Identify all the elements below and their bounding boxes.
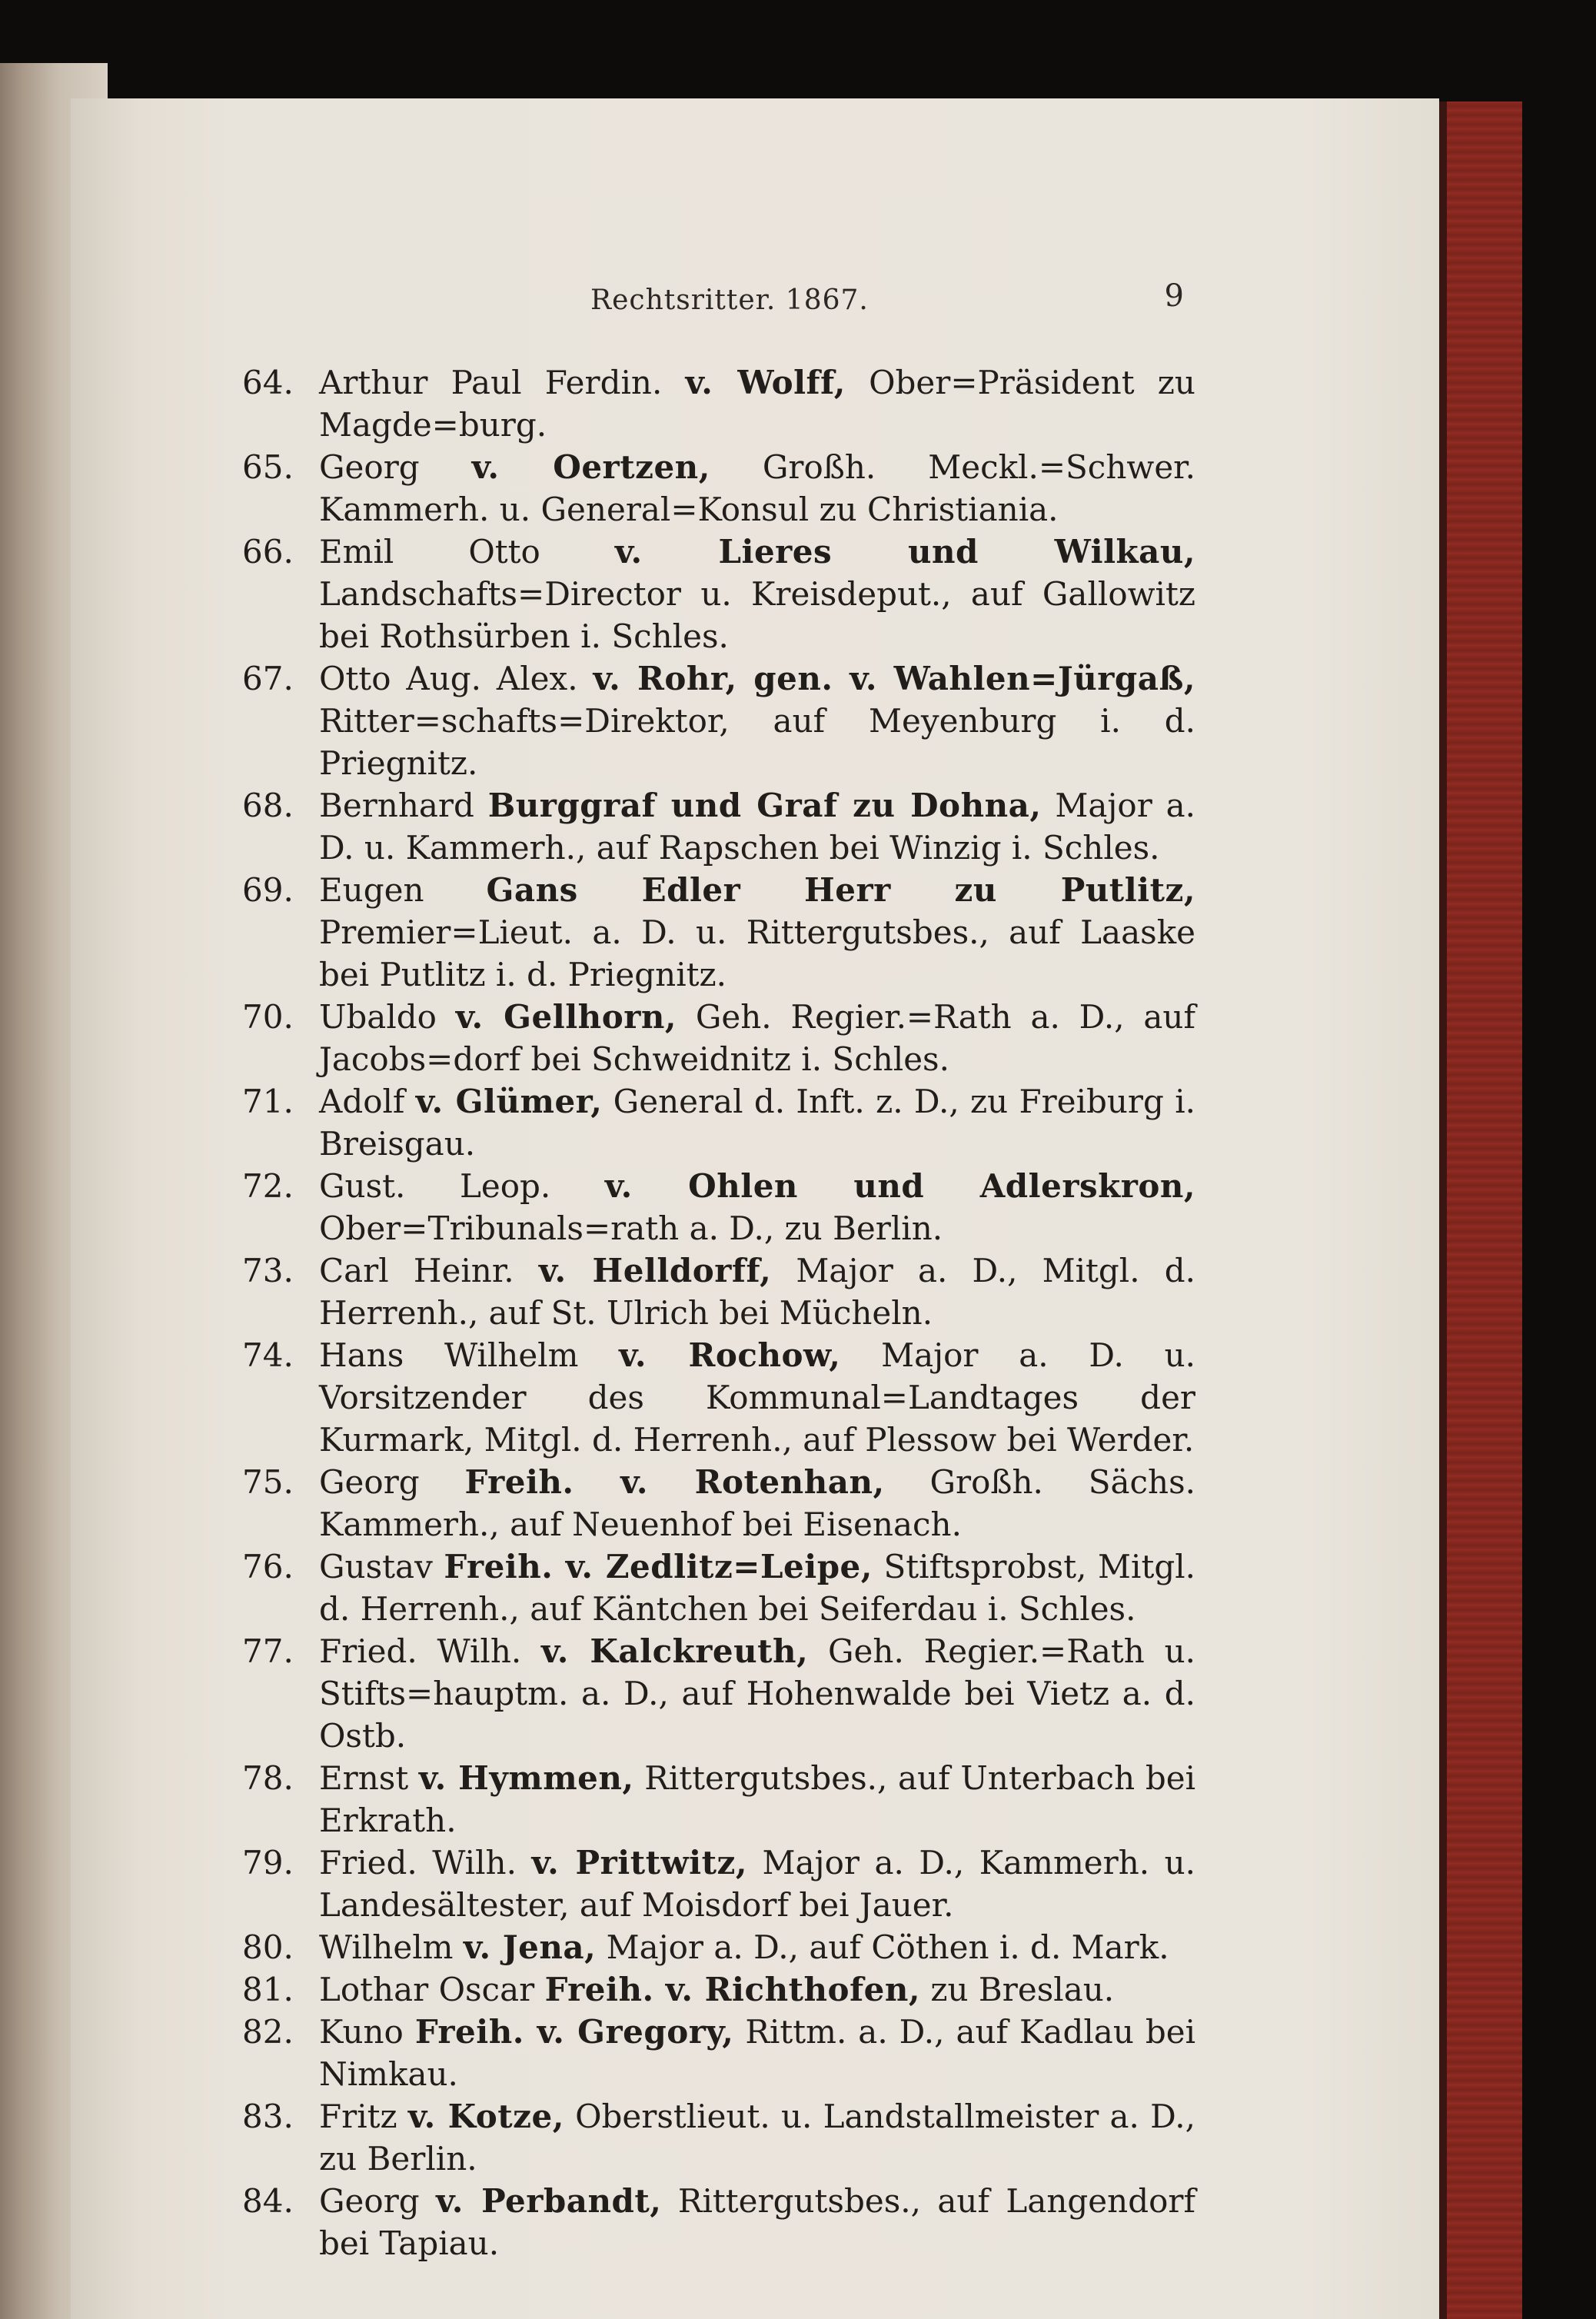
entry-text bbox=[319, 1334, 1195, 1461]
list-item bbox=[242, 1165, 1195, 1249]
entry-text bbox=[319, 1461, 1195, 1545]
entry-number: 67. bbox=[242, 660, 294, 697]
entry-surname: Freih. v. Rotenhan, bbox=[464, 1463, 885, 1501]
entry-given-names: Georg bbox=[319, 1463, 420, 1501]
entry-text bbox=[319, 784, 1195, 869]
cover-edge bbox=[1439, 101, 1447, 2319]
entry-given-names: Wilhelm bbox=[319, 1928, 454, 1966]
entry-text bbox=[319, 1545, 1195, 1630]
entry-surname: v. Kotze, bbox=[407, 2098, 564, 2135]
list-item bbox=[242, 2095, 1195, 2180]
entry-number: 64. bbox=[242, 364, 294, 401]
entry-given-names: Fritz bbox=[319, 2098, 397, 2135]
entry-surname: Gans Edler Herr zu Putlitz, bbox=[486, 871, 1195, 909]
entry-surname: v. Oertzen, bbox=[471, 448, 710, 486]
list-item bbox=[242, 446, 1195, 531]
entry-details: Landschafts=Director u. Kreisdeput., auf Gallowitz bei Rothsürben i. Schles. bbox=[319, 575, 1195, 655]
entry-given-names: Fried. Wilh. bbox=[319, 1632, 522, 1670]
entry-details: Stiftsprobst, Mitgl. d. Herrenh., auf Käntchen bei Seiferdau i. Schles. bbox=[319, 1548, 1195, 1628]
entry-details: Ritter=schafts=Direktor, auf Meyenburg i. d. Priegnitz. bbox=[319, 702, 1195, 782]
entry-given-names: Adolf bbox=[319, 1083, 405, 1120]
entry-details: Großh. Meckl.=Schwer. Kammerh. u. General=Konsul zu Christiania. bbox=[319, 448, 1195, 528]
entry-number: 79. bbox=[242, 1844, 294, 1881]
entry-surname: v. Gellhorn, bbox=[455, 998, 677, 1036]
entry-details: Rittergutsbes., auf Unterbach bei Erkrath. bbox=[319, 1759, 1195, 1839]
entry-surname: Burggraf und Graf zu Dohna, bbox=[487, 787, 1042, 824]
entry-number: 68. bbox=[242, 787, 294, 824]
entry-given-names: Lothar Oscar bbox=[319, 1971, 535, 2008]
entry-number: 69. bbox=[242, 871, 294, 909]
entry-given-names: Carl Heinr. bbox=[319, 1252, 514, 1289]
entry-surname: v. Perbandt, bbox=[436, 2182, 662, 2220]
list-item bbox=[242, 1545, 1195, 1630]
entry-details: Geh. Regier.=Rath u. Stifts=hauptm. a. D., auf Hohenwalde bei Vietz a. d. Ostb. bbox=[319, 1632, 1195, 1755]
list-item bbox=[242, 1757, 1195, 1842]
entry-given-names: Emil Otto bbox=[319, 533, 540, 571]
entry-given-names: Arthur Paul Ferdin. bbox=[319, 364, 663, 401]
entry-details: Oberstlieut. u. Landstallmeister a. D., zu Berlin. bbox=[319, 2098, 1195, 2178]
entry-details: Major a. D. u. Kammerh., auf Rapschen bei Winzig i. Schles. bbox=[319, 787, 1196, 867]
entry-given-names: Georg bbox=[319, 448, 420, 486]
entry-text bbox=[319, 2180, 1195, 2264]
entry-surname: v. Glümer, bbox=[415, 1083, 603, 1120]
list-item bbox=[242, 1461, 1195, 1545]
list-item bbox=[242, 1968, 1195, 2011]
entry-given-names: Ernst bbox=[319, 1759, 409, 1797]
entry-number: 82. bbox=[242, 2013, 294, 2051]
entry-text bbox=[319, 1842, 1195, 1926]
entry-details: General d. Inft. z. D., zu Freiburg i. Breisgau. bbox=[319, 1083, 1195, 1163]
entry-text bbox=[319, 1080, 1195, 1165]
entry-details: Rittergutsbes., auf Langendorf bei Tapiau. bbox=[319, 2182, 1196, 2262]
entry-number: 65. bbox=[242, 448, 294, 486]
entry-given-names: Bernhard bbox=[319, 787, 474, 824]
entry-surname: v. Lieres und Wilkau, bbox=[614, 533, 1195, 571]
entry-text bbox=[319, 361, 1195, 446]
entry-details: Major a. D., Mitgl. d. Herrenh., auf St. Ulrich bei Mücheln. bbox=[319, 1252, 1195, 1332]
entry-text bbox=[319, 996, 1195, 1080]
entry-number: 81. bbox=[242, 1971, 294, 2008]
entry-number: 83. bbox=[242, 2098, 294, 2135]
entry-details: Geh. Regier.=Rath a. D., auf Jacobs=dorf bei Schweidnitz i. Schles. bbox=[319, 998, 1196, 1078]
entry-list bbox=[242, 361, 1195, 2264]
entry-text bbox=[319, 2095, 1195, 2180]
right-book-cover bbox=[1439, 101, 1522, 2319]
entry-given-names: Ubaldo bbox=[319, 998, 437, 1036]
entry-text bbox=[319, 1630, 1195, 1757]
entry-text bbox=[319, 657, 1195, 784]
entry-surname: Freih. v. Zedlitz=Leipe, bbox=[444, 1548, 873, 1585]
entry-number: 80. bbox=[242, 1928, 294, 1966]
entry-text bbox=[319, 1757, 1195, 1842]
list-item bbox=[242, 531, 1195, 657]
entry-number: 71. bbox=[242, 1083, 294, 1120]
entry-details: Ober=Präsident zu Magde=burg. bbox=[319, 364, 1195, 444]
entry-details: zu Breslau. bbox=[930, 1971, 1115, 2008]
entry-given-names: Otto Aug. Alex. bbox=[319, 660, 578, 697]
entry-text bbox=[319, 1968, 1195, 2011]
entry-surname: v. Kalckreuth, bbox=[541, 1632, 809, 1670]
entry-details: Rittm. a. D., auf Kadlau bei Nimkau. bbox=[319, 2013, 1196, 2093]
entry-details: Premier=Lieut. a. D. u. Rittergutsbes., auf Laaske bei Putlitz i. d. Priegnitz. bbox=[319, 913, 1195, 993]
entry-details: Major a. D., auf Cöthen i. d. Mark. bbox=[606, 1928, 1169, 1966]
entry-number: 78. bbox=[242, 1759, 294, 1797]
entry-number: 73. bbox=[242, 1252, 294, 1289]
list-item bbox=[242, 1842, 1195, 1926]
entry-text bbox=[319, 1926, 1195, 1968]
entry-given-names: Fried. Wilh. bbox=[319, 1844, 517, 1881]
page-number: 9 bbox=[1164, 278, 1184, 314]
entry-given-names: Gustav bbox=[319, 1548, 433, 1585]
entry-number: 70. bbox=[242, 998, 294, 1036]
entry-surname: v. Prittwitz, bbox=[531, 1844, 747, 1881]
entry-number: 77. bbox=[242, 1632, 294, 1670]
entry-number: 84. bbox=[242, 2182, 294, 2220]
list-item bbox=[242, 2180, 1195, 2264]
list-item bbox=[242, 784, 1195, 869]
list-item bbox=[242, 996, 1195, 1080]
list-item bbox=[242, 1249, 1195, 1334]
entry-surname: v. Rohr, gen. v. Wahlen=Jürgaß, bbox=[593, 660, 1195, 697]
list-item bbox=[242, 869, 1195, 996]
entry-surname: v. Rochow, bbox=[619, 1336, 841, 1374]
entry-surname: v. Jena, bbox=[463, 1928, 597, 1966]
entry-text bbox=[319, 531, 1195, 657]
entry-number: 76. bbox=[242, 1548, 294, 1585]
entry-text bbox=[319, 446, 1195, 531]
entry-given-names: Kuno bbox=[319, 2013, 404, 2051]
entry-number: 75. bbox=[242, 1463, 294, 1501]
entry-surname: Freih. v. Richthofen, bbox=[544, 1971, 921, 2008]
entry-details: Major a. D. u. Vorsitzender des Kommunal=Landtages der Kurmark, Mitgl. d. Herrenh., auf Plessow bei Werder. bbox=[319, 1336, 1195, 1459]
entry-number: 72. bbox=[242, 1167, 294, 1205]
running-title: Rechtsritter. 1867. bbox=[590, 284, 869, 316]
list-item bbox=[242, 1080, 1195, 1165]
entry-details: Major a. D., Kammerh. u. Landesältester, auf Moisdorf bei Jauer. bbox=[319, 1844, 1196, 1924]
entry-surname: Freih. v. Gregory, bbox=[414, 2013, 734, 2051]
entry-text bbox=[319, 2011, 1195, 2095]
entry-given-names: Gust. Leop. bbox=[319, 1167, 551, 1205]
entry-number: 74. bbox=[242, 1336, 294, 1374]
entry-text bbox=[319, 1165, 1195, 1249]
entry-details: Ober=Tribunals=rath a. D., zu Berlin. bbox=[319, 1209, 943, 1247]
entry-surname: v. Wolff, bbox=[685, 364, 846, 401]
list-item bbox=[242, 1926, 1195, 1968]
entry-number: 66. bbox=[242, 533, 294, 571]
entry-surname: v. Helldorff, bbox=[538, 1252, 772, 1289]
list-item bbox=[242, 361, 1195, 446]
entry-surname: v. Hymmen, bbox=[418, 1759, 634, 1797]
entry-text bbox=[319, 869, 1195, 996]
list-item bbox=[242, 657, 1195, 784]
entry-details: Großh. Sächs. Kammerh., auf Neuenhof bei Eisenach. bbox=[319, 1463, 1195, 1543]
list-item bbox=[242, 1630, 1195, 1757]
entry-surname: v. Ohlen und Adlerskron, bbox=[604, 1167, 1195, 1205]
list-item bbox=[242, 2011, 1195, 2095]
entry-given-names: Hans Wilhelm bbox=[319, 1336, 579, 1374]
entry-given-names: Eugen bbox=[319, 871, 424, 909]
page-header bbox=[308, 277, 1184, 323]
entry-given-names: Georg bbox=[319, 2182, 420, 2220]
list-item bbox=[242, 1334, 1195, 1461]
entry-text bbox=[319, 1249, 1195, 1334]
